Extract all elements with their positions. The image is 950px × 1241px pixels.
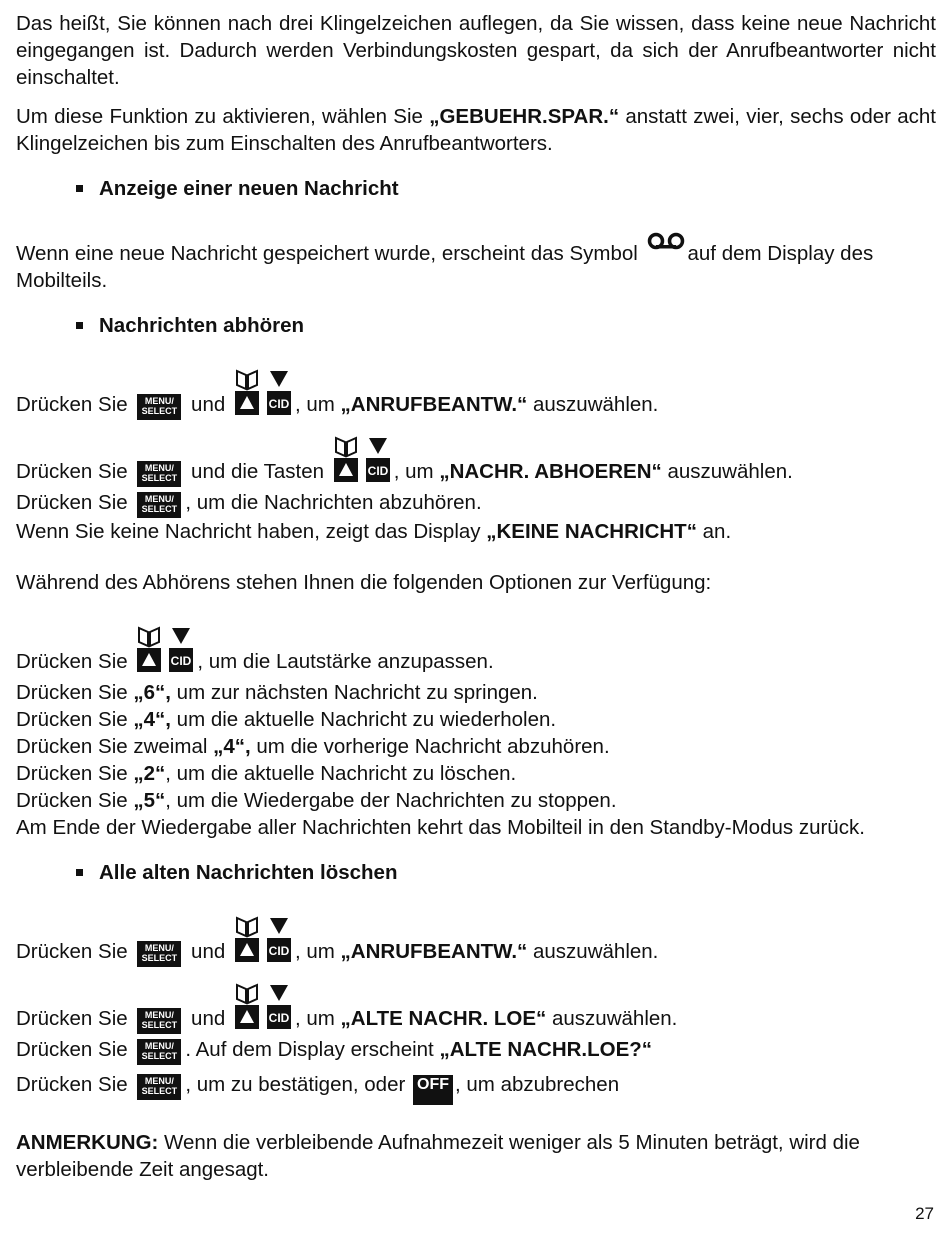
delete-step-2 <box>16 983 936 1036</box>
section-heading-new-message <box>76 175 936 202</box>
note-label: ANMERKUNG: <box>16 1131 159 1154</box>
key-label: MENU/ <box>144 463 174 473</box>
key-label: SELECT <box>141 1086 178 1096</box>
menu-select-key-icon <box>137 1074 181 1100</box>
key-number: „2“ <box>133 762 166 785</box>
bullet-square-icon <box>76 869 83 876</box>
phonebook-up-key-icon <box>234 916 260 962</box>
option-label: „GEBUEHR.SPAR.“ <box>429 105 620 128</box>
cid-down-key-icon <box>266 983 292 1029</box>
delete-step-1 <box>16 916 936 969</box>
text-span: Drücken Sie <box>16 460 134 483</box>
new-message-paragraph <box>16 232 936 294</box>
text-span: um zur nächsten Nachricht zu springen. <box>170 681 538 704</box>
text-span: anstatt zwei, vier, sechs oder acht Klingelzeichen bis zum Einschalten des Anrufbeantworters. <box>16 105 936 155</box>
text-span: auszuwählen. <box>527 393 659 416</box>
key-label: SELECT <box>141 406 178 416</box>
activation-paragraph <box>16 103 936 157</box>
key-label: MENU/ <box>144 1010 174 1020</box>
cid-down-key-icon <box>365 436 391 482</box>
text-span: und die Tasten <box>185 460 330 483</box>
key-label: MENU/ <box>144 396 174 406</box>
option-delete <box>16 760 936 787</box>
menu-option: „ANRUFBEANTW.“ <box>340 393 528 416</box>
text-span: , um zu bestätigen, oder <box>185 1073 411 1096</box>
phonebook-up-key-icon <box>234 983 260 1029</box>
option-volume <box>16 626 936 679</box>
cid-key-text: CID <box>268 397 290 411</box>
page-number: 27 <box>915 1204 934 1223</box>
key-label: MENU/ <box>144 1076 174 1086</box>
key-number: „4“, <box>133 708 171 731</box>
text-span: auf dem Display des Mobilteils. <box>16 242 874 292</box>
text-span: auszuwählen. <box>527 940 659 963</box>
text-span: Drücken Sie <box>16 393 134 416</box>
text-span: , um <box>294 393 341 416</box>
text-span: , um <box>393 460 440 483</box>
cid-down-key-icon <box>266 369 292 415</box>
text-span: , um abzubrechen <box>455 1073 620 1096</box>
cid-key-text: CID <box>171 654 192 668</box>
text-span: um die vorherige Nachricht abzuhören. <box>250 735 610 758</box>
key-label: SELECT <box>141 1020 178 1030</box>
bullet-square-icon <box>76 185 83 192</box>
text-span: und <box>185 1007 231 1030</box>
text-span: auszuwählen. <box>546 1007 678 1030</box>
menu-select-key-icon <box>137 492 181 518</box>
section-title: Anzeige einer neuen Nachricht <box>99 177 399 200</box>
menu-select-key-icon <box>137 461 181 487</box>
cid-key-text: CID <box>367 464 389 478</box>
menu-option: „ALTE NACHR. LOE“ <box>340 1007 547 1030</box>
key-number: „6“, <box>133 681 171 704</box>
bullet-square-icon <box>76 322 83 329</box>
off-key-icon: OFF <box>413 1075 453 1105</box>
intro-paragraph: Das heißt, Sie können nach drei Klingelzeichen auflegen, da Sie wissen, dass keine neue Nachricht eingegangen ist. Dadurch werden Verbindungskosten gespart, da sich der Anrufbeantworter nicht einschaltet. <box>16 12 936 89</box>
text-span: , um <box>294 940 341 963</box>
phonebook-up-key-icon <box>333 436 359 482</box>
text-span: auszuwählen. <box>661 460 793 483</box>
document-page <box>16 10 936 1183</box>
text-span: Drücken Sie <box>16 940 134 963</box>
menu-option: „NACHR. ABHOEREN“ <box>439 460 662 483</box>
menu-select-key-icon <box>137 941 181 967</box>
delete-step-4 <box>16 1071 936 1105</box>
listen-step-2 <box>16 436 936 489</box>
menu-select-key-icon <box>137 1008 181 1034</box>
option-next <box>16 679 936 706</box>
key-number: „5“ <box>133 789 166 812</box>
text-span: . Auf dem Display erscheint <box>185 1038 440 1061</box>
cid-down-key-icon <box>266 916 292 962</box>
text-span: Drücken Sie <box>16 708 134 731</box>
key-label: MENU/ <box>144 943 174 953</box>
key-label: MENU/ <box>144 1041 174 1051</box>
section-heading-delete <box>76 859 936 886</box>
text-span: , um die Nachrichten abzuhören. <box>185 491 482 514</box>
menu-select-key-icon <box>137 394 181 420</box>
text-span: Drücken Sie <box>16 491 134 514</box>
text-span: , um die Wiedergabe der Nachrichten zu stoppen. <box>165 789 617 812</box>
text-span: an. <box>696 520 732 543</box>
display-message: „ALTE NACHR.LOE?“ <box>439 1038 653 1061</box>
phonebook-up-key-icon <box>136 626 162 672</box>
text-span: , um die Lautstärke anzupassen. <box>197 650 494 673</box>
note-paragraph <box>16 1129 936 1183</box>
cid-key-text: CID <box>268 1011 290 1025</box>
text-span: und <box>185 393 231 416</box>
section-title: Alle alten Nachrichten löschen <box>99 861 398 884</box>
key-number: „4“, <box>213 735 251 758</box>
option-previous <box>16 733 936 760</box>
key-label: SELECT <box>141 1051 178 1061</box>
menu-select-key-icon <box>137 1039 181 1065</box>
key-label: MENU/ <box>144 494 174 504</box>
key-label: SELECT <box>141 504 178 514</box>
section-title: Nachrichten abhören <box>99 314 305 337</box>
cid-down-key-icon <box>168 626 194 672</box>
text-span: Um diese Funktion zu aktivieren, wählen Sie <box>16 105 430 128</box>
text-span: , um <box>294 1007 341 1030</box>
text-span: um die aktuelle Nachricht zu wiederholen. <box>170 708 557 731</box>
text-span: Drücken Sie <box>16 650 134 673</box>
text-span: Drücken Sie <box>16 681 134 704</box>
text-span: Drücken Sie zweimal <box>16 735 214 758</box>
text-span: Drücken Sie <box>16 1007 134 1030</box>
text-span: Drücken Sie <box>16 762 134 785</box>
section-heading-listen <box>76 312 936 339</box>
delete-step-3 <box>16 1036 936 1065</box>
display-message: „KEINE NACHRICHT“ <box>486 520 697 543</box>
options-intro: Während des Abhörens stehen Ihnen die folgenden Optionen zur Verfügung: <box>16 571 712 594</box>
menu-option: „ANRUFBEANTW.“ <box>340 940 528 963</box>
option-stop <box>16 787 936 814</box>
voicemail-icon <box>646 232 686 252</box>
text-span: und <box>185 940 231 963</box>
text-span: Wenn eine neue Nachricht gespeichert wurde, erscheint das Symbol <box>16 242 644 265</box>
text-span: Wenn Sie keine Nachricht haben, zeigt das Display <box>16 520 487 543</box>
option-end: Am Ende der Wiedergabe aller Nachrichten kehrt das Mobilteil in den Standby-Modus zurück. <box>16 816 865 839</box>
text-span: Drücken Sie <box>16 789 134 812</box>
text-span: Drücken Sie <box>16 1038 134 1061</box>
text-span: Drücken Sie <box>16 1073 134 1096</box>
cid-key-text: CID <box>268 944 290 958</box>
key-label: SELECT <box>141 953 178 963</box>
listen-step-1 <box>16 369 936 422</box>
key-label: SELECT <box>141 473 178 483</box>
listen-step-3 <box>16 489 936 518</box>
option-repeat <box>16 706 936 733</box>
text-span: , um die aktuelle Nachricht zu löschen. <box>165 762 517 785</box>
note-text: Wenn die verbleibende Aufnahmezeit weniger als 5 Minuten beträgt, wird die verbleibende Zeit angesagt. <box>16 1131 860 1181</box>
phonebook-up-key-icon <box>234 369 260 415</box>
listen-step-4 <box>16 518 936 545</box>
